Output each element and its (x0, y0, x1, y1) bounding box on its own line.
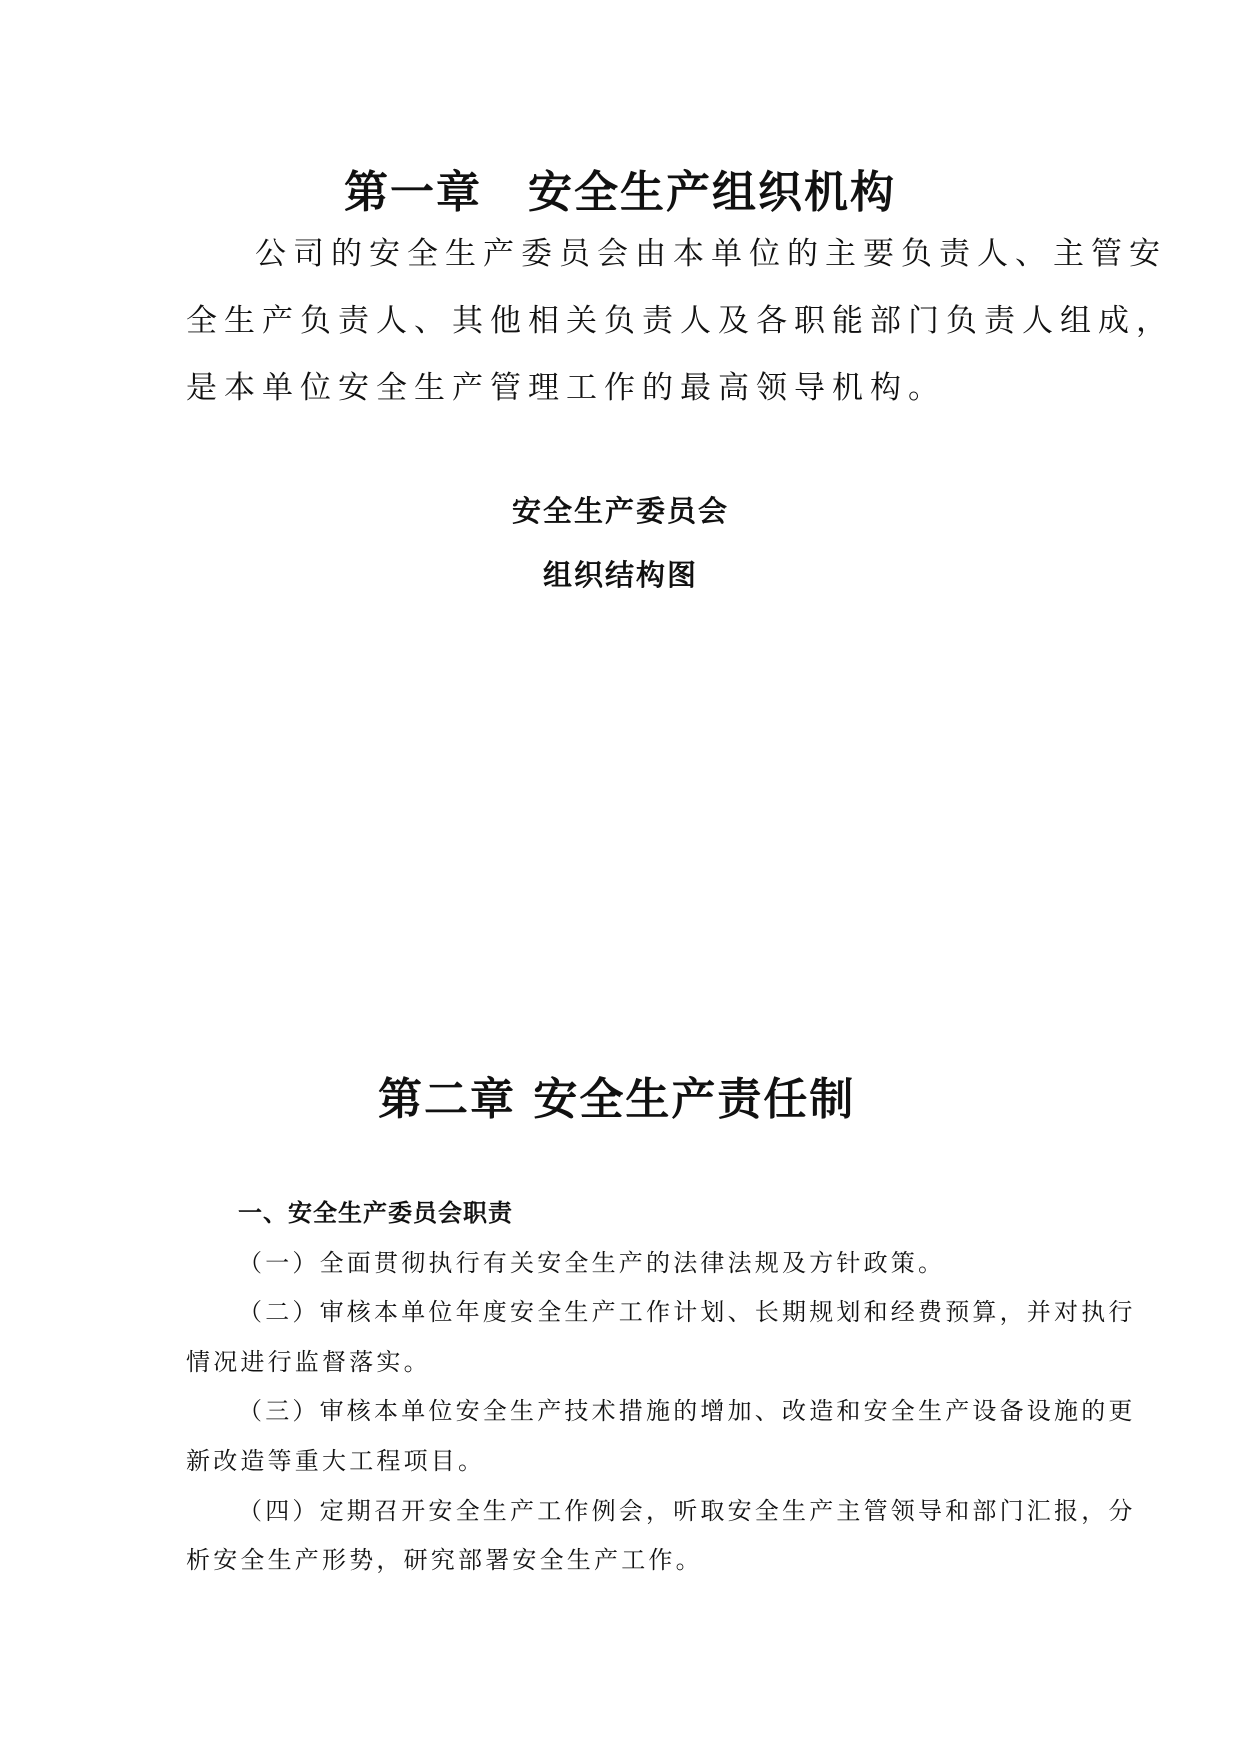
chapter1-intro-line-3: 是本单位安全生产管理工作的最高领导机构。 (186, 370, 946, 406)
org-chart-title-line-2: 组织结构图 (542, 558, 698, 592)
org-chart-area (186, 595, 1056, 975)
duty-item-3: （三）审核本单位安全生产技术措施的增加、改造和安全生产设备设施的更 (238, 1397, 1136, 1425)
chapter1-title: 第一章 安全生产组织机构 (344, 167, 896, 218)
duty-item-1: （一）全面贯彻执行有关安全生产的法律法规及方针政策。 (238, 1249, 946, 1277)
section1-title: 一、安全生产委员会职责 (238, 1199, 513, 1227)
duty-item-3-cont: 新改造等重大工程项目。 (186, 1447, 486, 1475)
duty-item-2: （二）审核本单位年度安全生产工作计划、长期规划和经费预算，并对执行 (238, 1298, 1136, 1326)
duty-item-4-cont: 析安全生产形势，研究部署安全生产工作。 (186, 1546, 703, 1574)
duty-item-2-cont: 情况进行监督落实。 (186, 1348, 431, 1376)
org-chart-title-line-1: 安全生产委员会 (511, 494, 729, 528)
chapter1-intro-line-2: 全生产负责人、其他相关负责人及各职能部门负责人组成， (186, 303, 1174, 339)
duty-item-4: （四）定期召开安全生产工作例会，听取安全生产主管领导和部门汇报，分 (238, 1497, 1136, 1525)
chapter1-intro-line-1: 公司的安全生产委员会由本单位的主要负责人、主管安 (255, 236, 1167, 272)
chapter2-title: 第二章 安全生产责任制 (378, 1074, 856, 1125)
